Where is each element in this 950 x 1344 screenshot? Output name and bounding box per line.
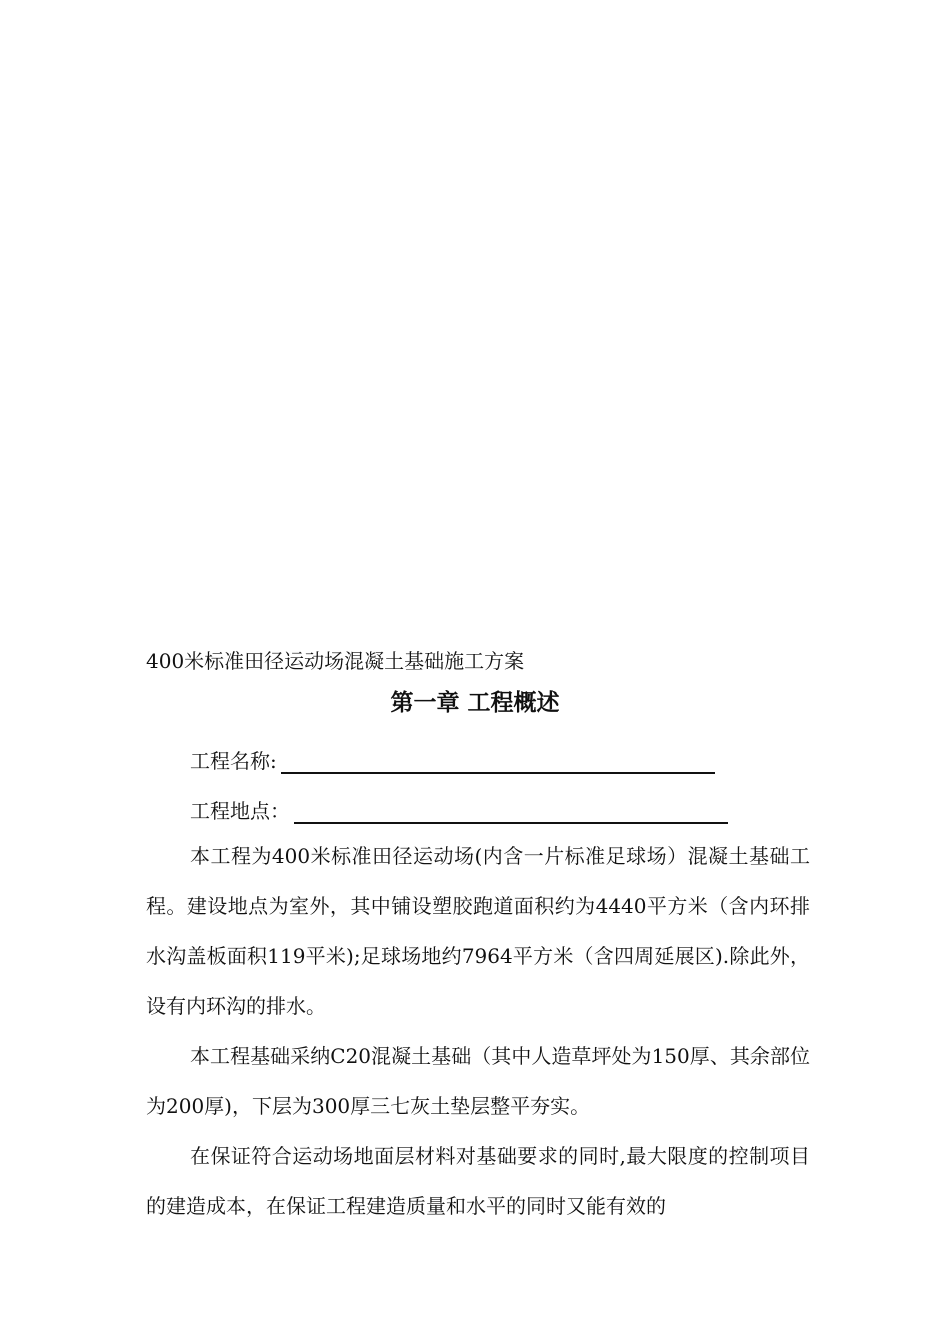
chapter-heading: 第一章 工程概述 — [390, 690, 560, 716]
paragraph-foundation: 本工程基础采纳C20混凝土基础（其中人造草坪处为150厚、其余部位为200厚)，下层为300厚三七灰土垫层整平夯实。 — [146, 1044, 810, 1118]
project-location-field — [190, 798, 728, 824]
paragraph-overview: 本工程为400米标准田径运动场(内含一片标准足球场）混凝土基础工程。建设地点为室外，其中铺设塑胶跑道面积约为4440平方米（含内环排水沟盖板面积119平米);足球场地约7964平方米（含四周延展区).除此外，设有内环沟的排水。 — [146, 844, 810, 1018]
project-name-label: 工程名称: — [190, 749, 277, 773]
project-location-blank-line — [294, 802, 728, 824]
project-name-field — [190, 748, 715, 774]
project-name-blank-line — [281, 752, 715, 774]
project-location-label: 工程地点： — [190, 799, 290, 823]
document-title: 400米标准田径运动场混凝土基础施工方案 — [146, 649, 525, 673]
paragraph-cost-control: 在保证符合运动场地面层材料对基础要求的同时,最大限度的控制项目的建造成本，在保证工程建造质量和水平的同时又能有效的 — [146, 1144, 810, 1218]
